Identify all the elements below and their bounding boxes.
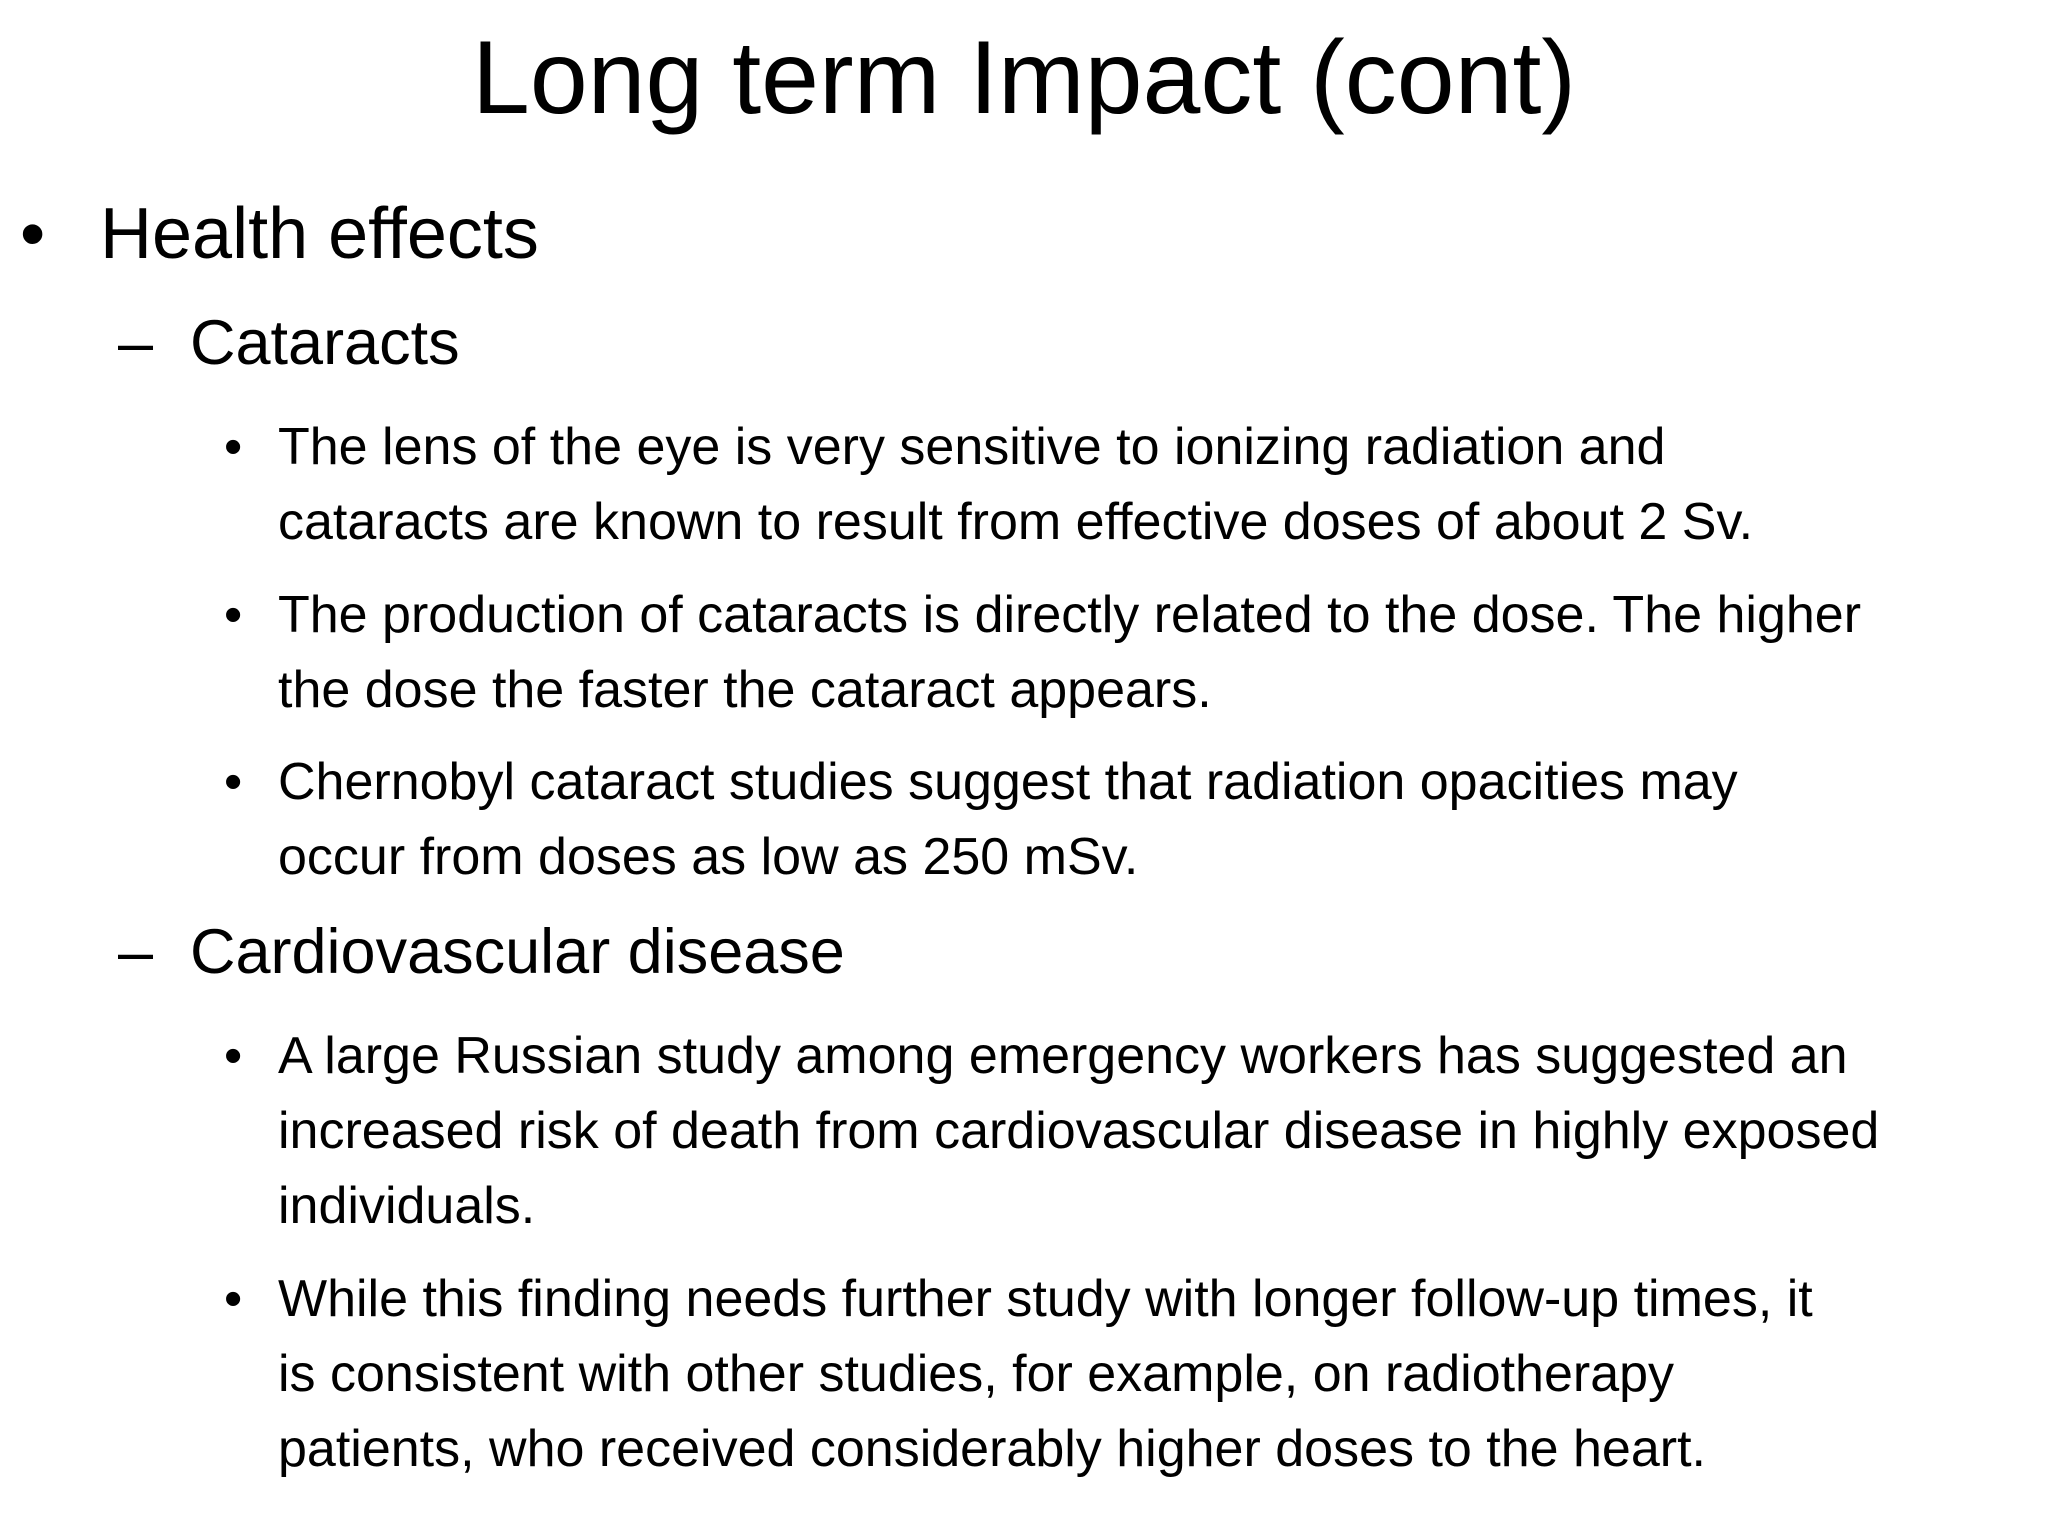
text-line: patients, who received considerably higher doses to the heart. — [278, 1420, 1706, 1478]
text-line: the dose the faster the cataract appears. — [278, 661, 1212, 719]
list-item-text — [278, 1262, 2048, 1487]
bullet-dot-icon: • — [224, 1270, 243, 1328]
list-item-text — [278, 1019, 2048, 1244]
text-line: The production of cataracts is directly related to the dose. The higher — [278, 586, 1862, 644]
subheading-label: Cataracts — [190, 308, 460, 378]
bullet-dot-icon: • — [224, 753, 243, 811]
bullet-dot-icon: • — [20, 194, 46, 274]
text-line: The lens of the eye is very sensitive to ionizing radiation and — [278, 418, 1666, 476]
text-line: While this finding needs further study with longer follow-up times, it — [278, 1270, 1813, 1328]
bullet-dot-icon: • — [224, 1027, 243, 1085]
bullet-dot-icon: • — [224, 586, 243, 644]
text-line: occur from doses as low as 250 mSv. — [278, 828, 1139, 886]
bullet-label: Health effects — [100, 194, 539, 274]
bullet-dot-icon: • — [224, 418, 243, 476]
list-item-text — [278, 745, 2048, 895]
text-line: A large Russian study among emergency workers has suggested an — [278, 1027, 1848, 1085]
text-line: Chernobyl cataract studies suggest that radiation opacities may — [278, 753, 1738, 811]
dash-icon: – — [118, 308, 154, 378]
text-line: is consistent with other studies, for example, on radiotherapy — [278, 1345, 1675, 1403]
list-item-text — [278, 578, 2048, 728]
text-line: increased risk of death from cardiovascular disease in highly exposed — [278, 1102, 1880, 1160]
dash-icon: – — [118, 917, 154, 987]
text-line: individuals. — [278, 1177, 536, 1235]
subheading-label: Cardiovascular disease — [190, 917, 845, 987]
text-line: cataracts are known to result from effective doses of about 2 Sv. — [278, 493, 1754, 551]
slide-title: Long term Impact (cont) — [472, 20, 1576, 136]
list-item-text — [278, 410, 2048, 560]
